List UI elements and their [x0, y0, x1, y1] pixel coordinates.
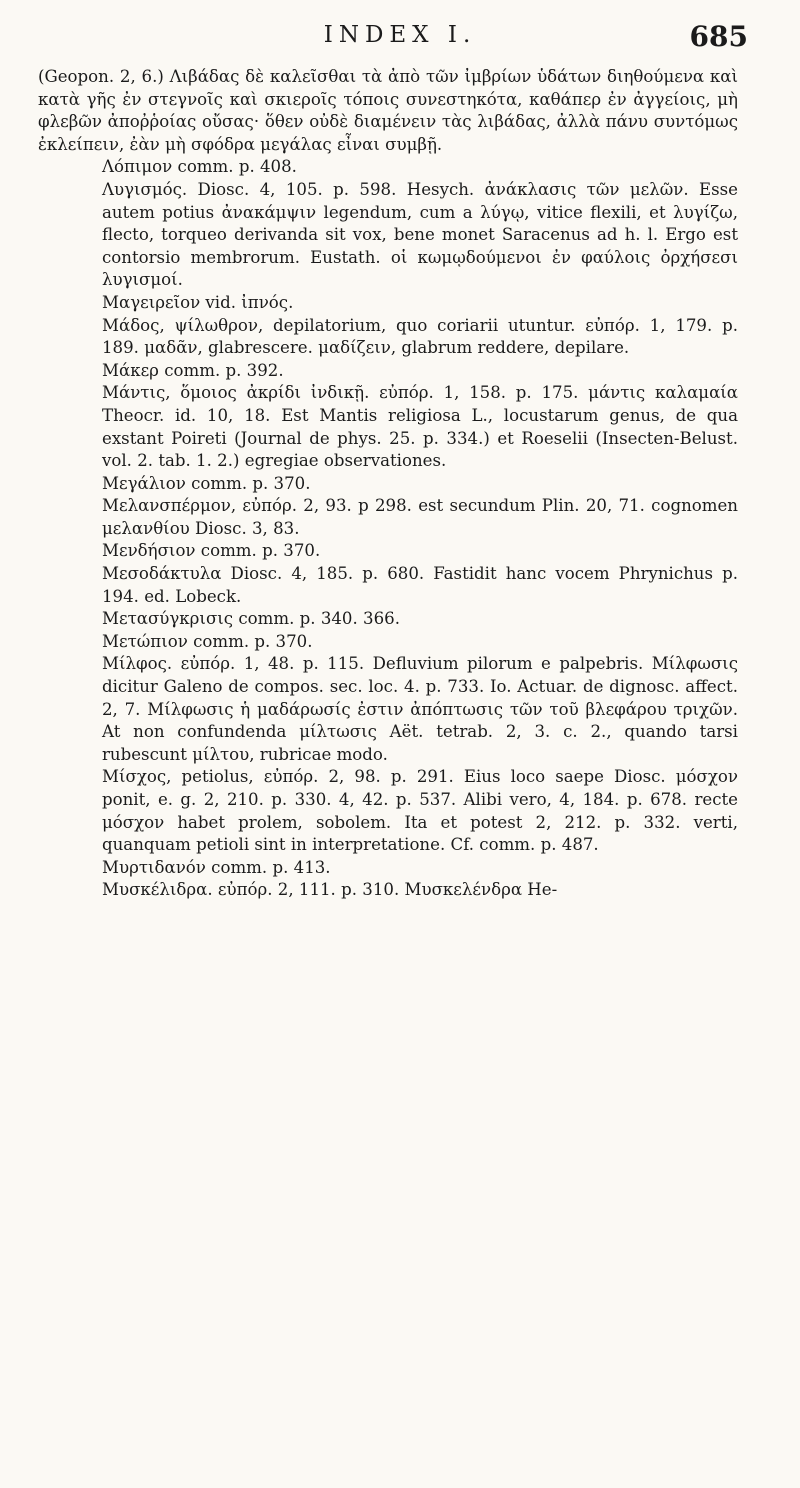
entry: Μεγάλιον comm. p. 370. — [102, 473, 311, 493]
entry: Μελανσπέρμον, εὐπόρ. 2, 93. p 298. est secundum Plin. 20, 71. cognomen μελανθίου Diosc. 3, 83. — [102, 496, 738, 538]
entry: Μάκερ comm. p. 392. — [102, 360, 284, 380]
entry: Μεσοδάκτυλα Diosc. 4, 185. p. 680. Fastidit hanc vocem Phrynichus p. 194. ed. Lobeck. — [102, 564, 738, 606]
running-head — [0, 18, 800, 58]
entry: Μάντις, ὅμοιος ἀκρίδι ἰνδικῇ. εὐπόρ. 1, 158. p. 175. μάντις καλαμαία Theocr. id. 10, 18. Est Mantis religiosa L., locustarum genus, de qua exstant Poireti (Journal de phys. 25. p. 334.) et Roeselii (Insecten-Belust. vol. 2. tab. 1. 2.) egregiae observationes. — [102, 383, 738, 471]
entry: Λόπιμον comm. p. 408. — [102, 157, 297, 177]
entry: Μίλφος. εὐπόρ. 1, 48. p. 115. Defluvium pilorum e palpebris. Μίλφωσις dicitur Galeno de compos. sec. loc. 4. p. 733. Io. Actuar. de dignosc. affect. 2, 7. Μίλφωσις ἡ μαδάρωσίς ἐστιν ἀπόπτωσις τῶν τοῦ βλεφάρου τριχῶν. At non confundenda μίλτωσις Aët. tetrab. 2, 3. c. 2., quando tarsi rubescunt μίλτου, rubricae modo. — [102, 654, 738, 764]
entry: Μαγειρεῖον vid. ἰπνός. — [102, 292, 294, 312]
entry: Μενδήσιον comm. p. 370. — [102, 541, 321, 561]
entry: Μάδος, ψίλωθρον, depilatorium, quo coriarii utuntur. εὐπόρ. 1, 179. p. 189. μαδᾶν, glabrescere. μαδίζειν, glabrum reddere, depilare. — [102, 315, 738, 358]
entry: Μυσκέλιδρα. εὐπόρ. 2, 111. p. 310. Μυσκελένδρα He- — [102, 880, 558, 900]
entry: Μίσχος, petiolus, εὐπόρ. 2, 98. p. 291. Eius loco saepe Diosc. μόσχον ponit, e. g. 2, 210. p. 330. 4, 42. p. 537. Alibi vero, 4, 184. p. 678. recte μόσχον habet prolem, sobolem. Ita et potest 2, 212. p. 332. verti, quanquam petioli sint in interpretatione. Cf. comm. p. 487. — [102, 767, 738, 855]
entry: Λυγισμός. Diosc. 4, 105. p. 598. Hesych. ἀνάκλασις τῶν μελῶν. Esse autem potius ἀνακάμψιν legendum, cum a λύγῳ, vitice flexili, et λυγίζω, flecto, torqueo derivanda sit vox, bene monet Saracenus ad h. l. Ergo est contorsio membrorum. Eustath. οἱ κωμῳδούμενοι ἐν φαύλοις ὀρχήσεσι λυγισμοί. — [102, 179, 738, 290]
entry: Μετασύγκρισις comm. p. 340. 366. — [102, 609, 400, 629]
running-title: INDEX I. — [323, 22, 477, 48]
entry: (Geopon. 2, 6.) Λιβάδας δὲ καλεῖσθαι τὰ ἀπὸ τῶν ἰμβρίων ὑδάτων διηθούμενα καὶ κατὰ γῆς ἐν στεγνοῖς καὶ σκιεροῖς τόποις συνεστηκότα, καθάπερ ἐν ἀγγείοις, μὴ φλεβῶν ἀποῤῥοίας οὔσας· ὅθεν οὐδὲ διαμένειν τὰς λιβάδας, ἀλλὰ πάνυ συντόμως ἐκλείπειν, ἐὰν μὴ σφόδρα μεγάλας εἶναι συμβῇ. — [38, 67, 738, 154]
entry: Μετώπιον comm. p. 370. — [102, 631, 313, 651]
index-body — [38, 66, 738, 902]
entry: Μυρτιδανόν comm. p. 413. — [102, 857, 331, 877]
page-number: 685 — [689, 20, 748, 53]
